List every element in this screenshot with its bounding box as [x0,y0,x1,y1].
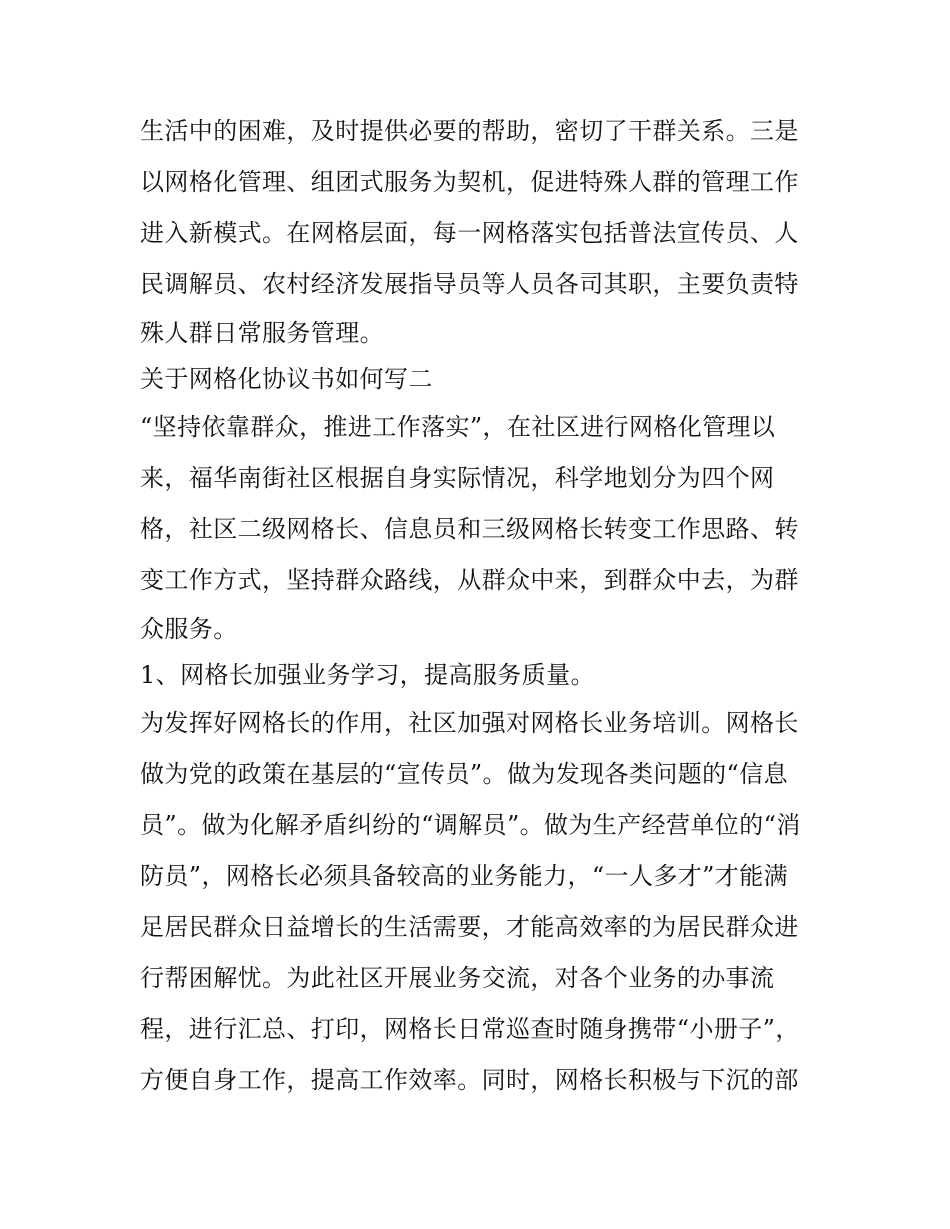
text-line: 足居民群众日益增长的生活需要，才能高效率的为居民群众进 [140,913,799,941]
text-line: 来，福华南街社区根据自身实际情况，科学地划分为四个网 [140,464,775,492]
text-line: 员”。做为化解矛盾纠纷的“调解员”。做为生产经营单位的“消 [140,811,801,839]
text-line: 做为党的政策在基层的“宣传员”。做为发现各类问题的“信息 [140,760,789,788]
text-line: 防员”，网格长必须具备较高的业务能力，“一人多才”才能满 [140,862,789,890]
section-heading: 关于网格化协议书如何写二 [140,365,433,393]
text-line: 格，社区二级网格长、信息员和三级网格长转变工作思路、转 [140,515,799,543]
text-line: 众服务。 [140,615,238,643]
text-line: 生活中的困难，及时提供必要的帮助，密切了干群关系。三是 [140,117,799,145]
text-line: 殊人群日常服务管理。 [140,319,384,347]
text-line: 民调解员、农村经济发展指导员等人员各司其职，主要负责特 [140,270,799,298]
text-line: 变工作方式，坚持群众路线，从群众中来，到群众中去，为群 [140,566,799,594]
text-line: 以网格化管理、组团式服务为契机，促进特殊人群的管理工作 [140,168,799,196]
text-line: “坚持依靠群众，推进工作落实”，在社区进行网格化管理以 [140,413,776,441]
text-line: 方便自身工作，提高工作效率。同时，网格长积极与下沉的部 [140,1066,799,1094]
text-line: 为发挥好网格长的作用，社区加强对网格长业务培训。网格长 [140,709,799,737]
document-body [140,106,820,1106]
text-line: 行帮困解忧。为此社区开展业务交流，对各个业务的办事流 [140,964,775,992]
text-line: 程，进行汇总、打印，网格长日常巡查时随身携带“小册子”， [140,1015,800,1043]
list-heading: 1、网格长加强业务学习，提高服务质量。 [140,661,595,689]
text-line: 进入新模式。在网格层面，每一网格落实包括普法宣传员、人 [140,219,799,247]
